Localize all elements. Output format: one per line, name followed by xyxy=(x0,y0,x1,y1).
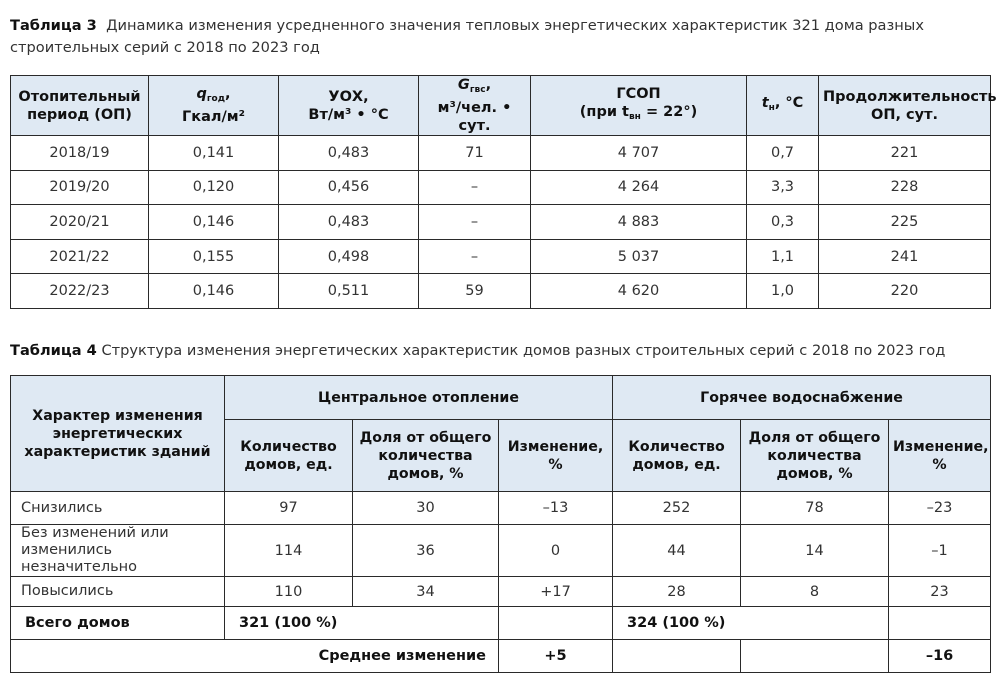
table-cell: – xyxy=(419,205,531,240)
table-cell: 14 xyxy=(741,525,889,577)
table-row xyxy=(11,525,991,577)
header-central-share: Доля от общего количества домов, % xyxy=(353,420,499,492)
row-label: Повысились xyxy=(11,577,225,607)
table-cell: 0,141 xyxy=(149,136,279,171)
table-cell: 0,120 xyxy=(149,170,279,205)
table-cell: 36 xyxy=(353,525,499,577)
total-label: Всего домов xyxy=(11,607,225,640)
table-row xyxy=(11,205,991,240)
table-cell: –1 xyxy=(889,525,991,577)
table-cell: 0,456 xyxy=(279,170,419,205)
table-cell: 228 xyxy=(819,170,991,205)
average-hot-water: –16 xyxy=(889,640,991,673)
table-cell: 0,146 xyxy=(149,205,279,240)
header-tn: $t_н$, °С xyxy=(747,76,819,136)
table-row xyxy=(11,136,991,171)
row-label: Без изменений или изменились незначительно xyxy=(11,525,225,577)
table-cell: 4 707 xyxy=(531,136,747,171)
table4-label: Таблица 4 xyxy=(10,342,97,359)
table-cell: 97 xyxy=(225,492,353,525)
table4-title: Структура изменения энергетических характеристик домов разных строительных серий с 2018 по 2023 год xyxy=(101,342,946,359)
table3-label: Таблица 3 xyxy=(10,17,97,34)
average-row xyxy=(11,640,991,673)
header-g: $G_{гвс}$, м³/чел. • сут. xyxy=(419,76,531,136)
table-cell: 4 620 xyxy=(531,274,747,309)
table-cell: 1,0 xyxy=(747,274,819,309)
row-label: Снизились xyxy=(11,492,225,525)
table-row xyxy=(11,577,991,607)
table-cell: 0,511 xyxy=(279,274,419,309)
table-cell: 252 xyxy=(613,492,741,525)
table-cell: –23 xyxy=(889,492,991,525)
table-cell: 110 xyxy=(225,577,353,607)
total-central: 321 (100 %) xyxy=(225,607,499,640)
table-cell: 71 xyxy=(419,136,531,171)
table-cell: 59 xyxy=(419,274,531,309)
period-cell: 2018/19 xyxy=(11,136,149,171)
table-cell: 0,146 xyxy=(149,274,279,309)
table-cell: 241 xyxy=(819,239,991,274)
table-cell: 0,498 xyxy=(279,239,419,274)
table-cell: 3,3 xyxy=(747,170,819,205)
table-cell: –13 xyxy=(499,492,613,525)
table-cell: 4 264 xyxy=(531,170,747,205)
table-cell: 0,483 xyxy=(279,136,419,171)
total-row xyxy=(11,607,991,640)
table-row xyxy=(11,492,991,525)
table-cell: 0,3 xyxy=(747,205,819,240)
table-cell: 34 xyxy=(353,577,499,607)
table-cell: 78 xyxy=(741,492,889,525)
table-cell: 114 xyxy=(225,525,353,577)
table-cell: 5 037 xyxy=(531,239,747,274)
table-cell: – xyxy=(419,239,531,274)
empty-cell xyxy=(889,607,991,640)
average-label: Среднее изменение xyxy=(11,640,499,673)
table4-header-row-1 xyxy=(11,376,991,420)
table-cell: 4 883 xyxy=(531,205,747,240)
table3-title: Динамика изменения усредненного значения тепловых энергетических характеристик 321 дома разных строительных серий с 2018 по 2023 год xyxy=(10,17,924,56)
period-cell: 2020/21 xyxy=(11,205,149,240)
table-cell: 0,155 xyxy=(149,239,279,274)
table-cell: 225 xyxy=(819,205,991,240)
period-cell: 2022/23 xyxy=(11,274,149,309)
header-central-count: Количество домов, ед. xyxy=(225,420,353,492)
table-cell: 221 xyxy=(819,136,991,171)
table-row xyxy=(11,170,991,205)
table-cell: 44 xyxy=(613,525,741,577)
table4 xyxy=(10,375,991,673)
header-water-share: Доля от общего количества домов, % xyxy=(741,420,889,492)
header-uox: УОХ, Вт/м³ • °С xyxy=(279,76,419,136)
average-central: +5 xyxy=(499,640,613,673)
table3-caption xyxy=(10,15,990,59)
table-cell: – xyxy=(419,170,531,205)
table-cell: 0,7 xyxy=(747,136,819,171)
table3-header-row xyxy=(11,76,991,136)
header-character: Характер изменения энергетических характеристик зданий xyxy=(11,376,225,492)
header-gsop: ГСОП (при $t_{вн} = 22^\circ$) xyxy=(531,76,747,136)
table-cell: 0 xyxy=(499,525,613,577)
header-water-count: Количество домов, ед. xyxy=(613,420,741,492)
period-cell: 2021/22 xyxy=(11,239,149,274)
table-cell: 28 xyxy=(613,577,741,607)
table-cell: 220 xyxy=(819,274,991,309)
table-cell: 8 xyxy=(741,577,889,607)
table-row xyxy=(11,239,991,274)
header-duration: Продолжительность ОП, сут. xyxy=(819,76,991,136)
header-central-change: Изменение, % xyxy=(499,420,613,492)
table-cell: +17 xyxy=(499,577,613,607)
empty-cell xyxy=(613,640,741,673)
table-row xyxy=(11,274,991,309)
table-cell: 1,1 xyxy=(747,239,819,274)
table-cell: 0,483 xyxy=(279,205,419,240)
header-q: $q_{год}$, Гкал/м² xyxy=(149,76,279,136)
header-hot-water: Горячее водоснабжение xyxy=(613,376,991,420)
table3 xyxy=(10,75,997,309)
header-period: Отопительный период (ОП) xyxy=(11,76,149,136)
header-water-change: Изменение, % xyxy=(889,420,991,492)
table-cell: 30 xyxy=(353,492,499,525)
empty-cell xyxy=(741,640,889,673)
period-cell: 2019/20 xyxy=(11,170,149,205)
header-central-heating: Центральное отопление xyxy=(225,376,613,420)
table-cell: 23 xyxy=(889,577,991,607)
empty-cell xyxy=(499,607,613,640)
table4-caption xyxy=(10,340,990,362)
total-hot-water: 324 (100 %) xyxy=(613,607,889,640)
